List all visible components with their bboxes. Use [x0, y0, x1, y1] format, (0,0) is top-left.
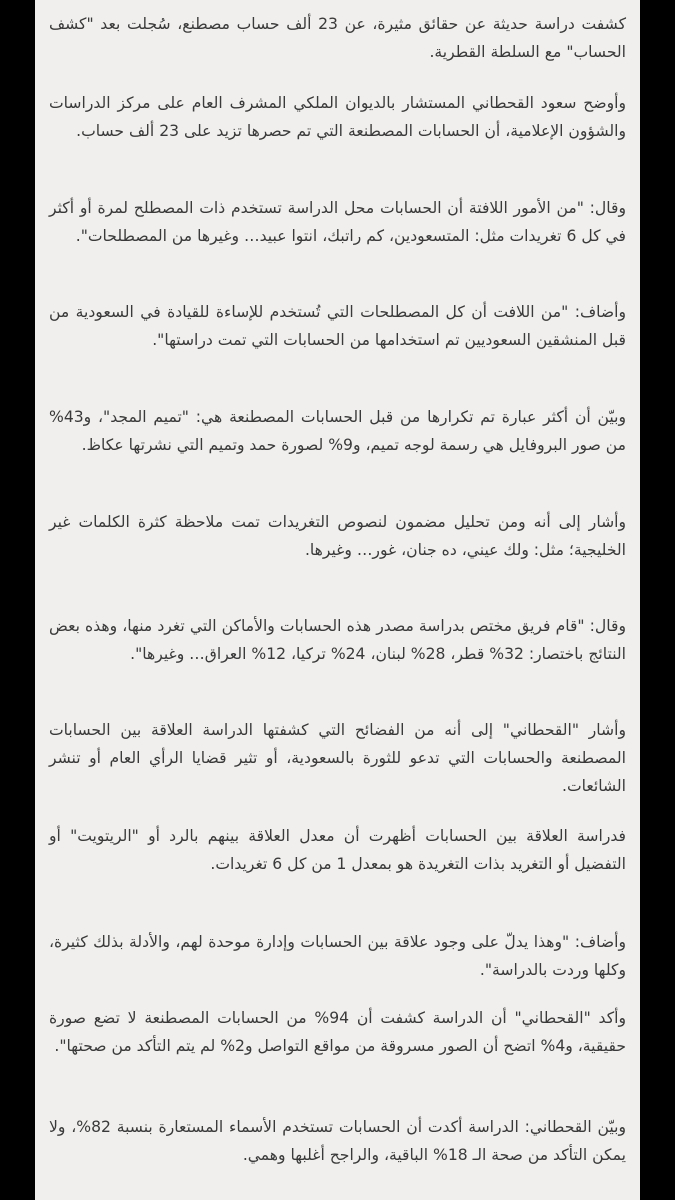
paragraph: وأكد "القحطاني" أن الدراسة كشفت أن 94% من الحسابات المصطنعة لا تضع صورة حقيقية، و4% اتضح أن الصور مسروقة من مواقع التواصل و2% لم يتم التأكد من صحتها".: [49, 1008, 626, 1055]
paragraph: وقال: "من الأمور اللافتة أن الحسابات محل الدراسة تستخدم ذات المصطلح لمرة أو أكثر في كل 6 تغريدات مثل: المتسعودين، كم راتبك، انتوا عبيد… وغيرها من المصطلحات".: [49, 198, 626, 245]
paragraph: وأوضح سعود القحطاني المستشار بالديوان الملكي المشرف العام على مركز الدراسات والشؤون الإعلامية، أن الحسابات المصطنعة التي تم حصرها تزيد على 23 ألف حساب.: [49, 93, 626, 140]
paragraph: كشفت دراسة حديثة عن حقائق مثيرة، عن 23 ألف حساب مصطنع، سُجلت بعد "كشف الحساب" مع السلطة القطرية.: [49, 14, 626, 61]
paragraph: وأضاف: "من اللافت أن كل المصطلحات التي تُستخدم للإساءة للقيادة في السعودية من قبل المنشقين السعوديين تم استخدامها من الحسابات التي تمت دراستها".: [49, 302, 626, 349]
paragraph: وأشار "القحطاني" إلى أنه من الفضائح التي كشفتها الدراسة العلاقة بين الحسابات المصطنعة والحسابات التي تدعو للثورة بالسعودية، أو تثير قضايا الرأي العام أو تنشر الشائعات.: [49, 720, 626, 795]
paragraph: وأضاف: "وهذا يدلّ على وجود علاقة بين الحسابات وإدارة موحدة لهم، والأدلة بذلك كثيرة، وكلها وردت بالدراسة".: [49, 932, 626, 979]
paragraph: وبيّن أن أكثر عبارة تم تكرارها من قبل الحسابات المصطنعة هي: "تميم المجد"، و43% من صور البروفايل هي رسمة لوجه تميم، و9% لصورة حمد وتميم التي نشرتها عكاظ.: [49, 407, 626, 454]
article-page: [35, 0, 640, 1200]
paragraph: فدراسة العلاقة بين الحسابات أظهرت أن معدل العلاقة بينهم بالرد أو "الريتويت" أو التفضيل أو التغريد بذات التغريدة هو بمعدل 1 من كل 6 تغريدات.: [49, 826, 626, 873]
paragraph: وبيّن القحطاني: الدراسة أكدت أن الحسابات تستخدم الأسماء المستعارة بنسبة 82%، ولا يمكن التأكد من صحة الـ 18% الباقية، والراجح أغلبها وهمي.: [49, 1117, 627, 1164]
paragraph: وقال: "قام فريق مختص بدراسة مصدر هذه الحسابات والأماكن التي تغرد منها، وهذه بعض النتائج باختصار: 32% قطر، 28% لبنان، 24% تركيا، 12% العراق… وغيرها".: [49, 616, 626, 663]
paragraph: وأشار إلى أنه ومن تحليل مضمون لنصوص التغريدات تمت ملاحظة كثرة الكلمات غير الخليجية؛ مثل: ولك عيني، ده جنان، غور… وغيرها.: [49, 512, 626, 559]
